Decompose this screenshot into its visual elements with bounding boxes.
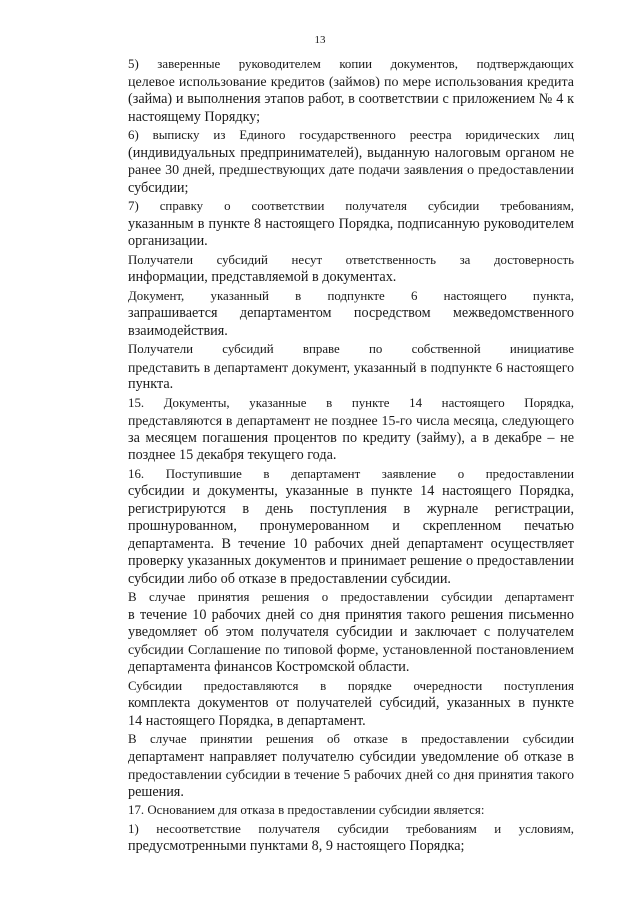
paragraph-decision-granted	[88, 589, 574, 677]
text-line: субсидии и документы, указанные в пункте 14 настоящего Порядка,	[128, 483, 574, 499]
paragraph-clause-17	[88, 802, 574, 820]
text-line: 15. Документы, указанные в пункте 14 настоящего Порядка,	[128, 395, 574, 410]
text-line: субсидии либо об отказе в предоставлении субсидии.	[128, 570, 451, 587]
text-line: позднее 15 декабря текущего года.	[128, 447, 337, 463]
text-line: Документ, указанный в подпункте 6 настоящего пункта,	[128, 288, 574, 303]
text-line: Получатели субсидий несут ответственность за достоверность	[128, 252, 574, 267]
text-line: 5) заверенные руководителем копии документов, подтверждающих	[128, 57, 574, 71]
text-line: взаимодействия.	[128, 322, 228, 339]
paragraph-item-5	[88, 56, 574, 126]
text-line: Субсидии предоставляются в порядке очередности поступления	[128, 678, 574, 693]
text-line: регистрируются в день поступления в журнале регистрации,	[128, 500, 574, 517]
text-line: представляются в департамент не позднее 15-го числа месяца, следующего	[128, 413, 574, 428]
page-number: 13	[314, 34, 326, 46]
text-line: комплекта документов от получателей субсидий, указанных в пункте	[128, 695, 574, 711]
paragraph-clause-17-item-1	[88, 821, 574, 856]
text-line: решения.	[128, 783, 184, 800]
paragraph-decision-refused	[88, 731, 574, 801]
text-line: 6) выписку из Единого государственного реестра юридических лиц	[128, 128, 574, 142]
text-line: ранее 30 дней, предшествующих дате подачи заявления о предоставлении	[128, 163, 574, 178]
text-line: Получатели субсидий вправе по собственной инициативе	[128, 342, 574, 356]
paragraph-item-7	[88, 198, 574, 251]
text-line: в течение 10 рабочих дней со дня принятия такого решения письменно	[128, 606, 574, 623]
text-line: 17. Основанием для отказа в предоставлении субсидии является:	[128, 803, 485, 817]
text-line: прошнурованном, пронумерованном и скрепленном печатью	[128, 518, 574, 534]
text-line: субсидии Соглашение по типовой форме, установленной постановлением	[128, 642, 574, 658]
text-line: проверку указанных документов и принимает решение о предоставлении	[128, 553, 574, 569]
text-line: уведомляет об этом получателя субсидии и заключает с получателем	[128, 624, 574, 640]
text-line: предоставлении субсидии в течение 5 рабочих дней со дня принятия такого	[128, 767, 574, 782]
text-line: за месяцем погашения процентов по кредиту (займу), а в декабре – не	[128, 429, 574, 446]
text-line: 7) справку о соответствии получателя субсидии требованиям,	[128, 199, 574, 213]
paragraph-document-request	[88, 288, 574, 341]
text-line: настоящему Порядку;	[128, 108, 261, 125]
document-body	[88, 56, 574, 856]
text-line: информации, представляемой в документах.	[128, 269, 397, 285]
paragraph-clause-15	[88, 395, 574, 465]
paragraph-item-6	[88, 127, 574, 197]
text-line: 1) несоответствие получателя субсидии требованиям и условиям,	[128, 821, 574, 836]
text-line: департамент направляет получателю субсидии уведомление об отказе в	[128, 748, 574, 765]
text-line: субсидии;	[128, 179, 189, 196]
paragraph-queue-order	[88, 678, 574, 731]
text-line: представить в департамент документ, указанный в подпункте 6 настоящего	[128, 359, 574, 375]
text-line: В случае принятии решения об отказе в предоставлении субсидии	[128, 732, 574, 746]
text-line: 14 настоящего Порядка, в департамент.	[128, 712, 366, 729]
paragraph-clause-16	[88, 466, 574, 589]
text-line: (займа) и выполнения этапов работ, в соответствии с приложением № 4 к	[128, 91, 574, 107]
text-line: целевое использование кредитов (займов) по мере использования кредита	[128, 74, 574, 90]
text-line: (индивидуальных предпринимателей), выданную налоговым органом не	[128, 144, 574, 161]
text-line: указанным в пункте 8 настоящего Порядка, подписанную руководителем	[128, 215, 574, 232]
text-line: 16. Поступившие в департамент заявление о предоставлении	[128, 466, 574, 481]
text-line: департамента. В течение 10 рабочих дней департамент осуществляет	[128, 535, 574, 552]
paragraph-own-initiative	[88, 341, 574, 394]
text-line: В случае принятия решения о предоставлении субсидии департамент	[128, 590, 574, 604]
text-line: организации.	[128, 233, 208, 249]
text-line: пункта.	[128, 376, 174, 392]
text-line: предусмотренными пунктами 8, 9 настоящего Порядка;	[128, 838, 465, 854]
text-line: департамента финансов Костромской области.	[128, 659, 410, 675]
text-line: запрашивается департаментом посредством межведомственного	[128, 305, 574, 321]
paragraph-responsibility	[88, 252, 574, 287]
